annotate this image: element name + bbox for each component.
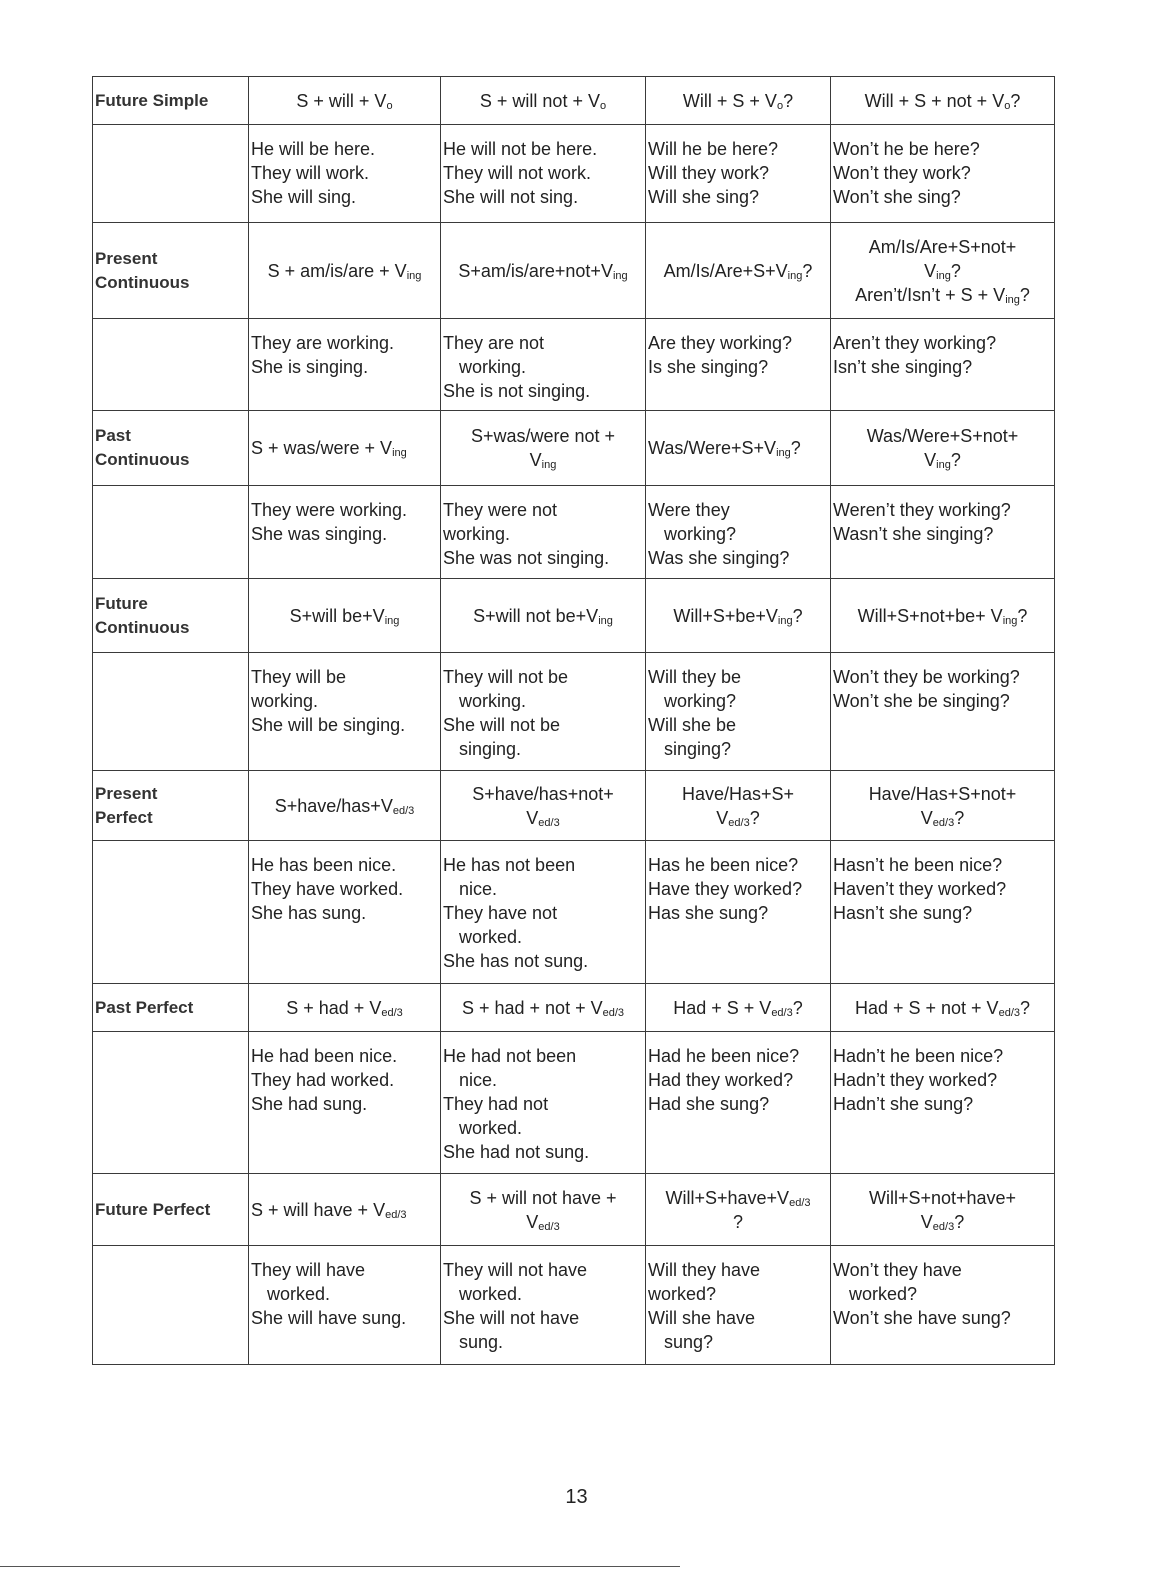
formula-text: Am/Is/Are+S+not+ <box>868 236 1017 257</box>
formula-subscript: ing <box>936 459 951 471</box>
example-sentence: They have worked. <box>251 879 404 899</box>
example-sentence: She was not singing. <box>443 548 610 568</box>
formula-cell <box>831 411 1055 486</box>
example-cell <box>831 841 1055 984</box>
formula-text: ? <box>954 807 965 828</box>
example-sentence: Won’t they have <box>833 1260 962 1280</box>
formula-line <box>833 448 1052 472</box>
tense-example-row <box>93 319 1055 411</box>
example-sentence: nice. <box>459 1070 498 1090</box>
formula-text: S + am/is/are + V <box>267 260 407 281</box>
example-sentence: He will be here. <box>251 139 376 159</box>
example-sentence: Haven’t they worked? <box>833 879 1007 899</box>
empty-name-cell <box>93 1246 249 1365</box>
tense-name <box>93 223 249 319</box>
formula-cell <box>249 984 441 1032</box>
formula-text: S + will not have + <box>469 1187 617 1208</box>
formula-text: S + was/were + V <box>251 438 393 458</box>
formula-subscript: o <box>776 99 784 112</box>
example-cell <box>249 841 441 984</box>
tense-name-line: Future Simple <box>95 90 209 110</box>
formula-line <box>833 782 1052 806</box>
tense-name-line: Past Perfect <box>95 997 194 1017</box>
formula-cell <box>831 1174 1055 1246</box>
formula-text: S+have/has+not+ <box>472 783 614 804</box>
formula-subscript: ing <box>541 459 557 471</box>
formula-subscript: ed/3 <box>932 1220 955 1233</box>
example-cell <box>831 486 1055 579</box>
formula-text: V <box>924 260 937 281</box>
empty-name-cell <box>93 841 249 984</box>
formula-line <box>833 424 1052 448</box>
tense-formula-row <box>93 411 1055 486</box>
tense-name <box>93 77 249 125</box>
example-sentence: Will she have <box>648 1308 756 1328</box>
example-cell <box>831 1032 1055 1174</box>
tense-name-line: Present <box>95 248 158 268</box>
example-sentence: He had not been <box>443 1046 577 1066</box>
example-sentence: nice. <box>459 879 498 899</box>
tense-formula-row <box>93 771 1055 841</box>
formula-text: Will+S+be+V <box>673 605 778 626</box>
example-sentence: She had not sung. <box>443 1142 590 1162</box>
formula-subscript: ing <box>598 614 613 627</box>
formula-text: S + had + V <box>286 997 382 1018</box>
example-sentence: Had she sung? <box>648 1094 770 1114</box>
example-sentence: They had not <box>443 1094 549 1114</box>
example-sentence: Hadn’t she sung? <box>833 1094 974 1114</box>
formula-subscript: ed/3 <box>728 816 750 829</box>
formula-text: ? <box>1010 90 1021 111</box>
example-sentence: She will be singing. <box>251 715 406 735</box>
formula-text: S + will have + V <box>251 1199 386 1220</box>
bottom-rule <box>0 1566 680 1567</box>
formula-subscript: ed/3 <box>602 1006 625 1019</box>
example-sentence: They were not <box>443 500 558 520</box>
example-sentence: worked. <box>459 1284 523 1304</box>
formula-cell <box>441 579 646 653</box>
formula-cell <box>249 1174 441 1246</box>
example-cell <box>646 1032 831 1174</box>
example-sentence: She was singing. <box>251 524 388 544</box>
tense-name-line: Past <box>95 426 131 445</box>
formula-cell <box>646 223 831 319</box>
example-cell <box>646 653 831 771</box>
example-sentence: Had he been nice? <box>648 1046 800 1066</box>
formula-cell <box>441 77 646 125</box>
formula-line <box>443 1186 643 1210</box>
formula-subscript: ing <box>612 269 628 282</box>
example-cell <box>646 486 831 579</box>
tense-name <box>93 1174 249 1246</box>
formula-text: ? <box>950 450 961 470</box>
empty-name-cell <box>93 319 249 411</box>
formula-cell <box>646 1174 831 1246</box>
example-sentence: She has sung. <box>251 903 367 923</box>
formula-text: Aren’t/Isn’t + S + V <box>855 284 1006 305</box>
formula-line <box>443 1210 643 1234</box>
example-cell <box>646 1246 831 1365</box>
formula-cell <box>646 984 831 1032</box>
formula-subscript: ed/3 <box>381 1006 403 1019</box>
formula-line <box>833 806 1052 830</box>
example-cell <box>831 319 1055 411</box>
formula-subscript: ed/3 <box>392 804 415 817</box>
tense-formula-row <box>93 223 1055 319</box>
formula-text: ? <box>792 605 803 626</box>
formula-line <box>648 806 828 830</box>
example-sentence: They had worked. <box>251 1070 395 1090</box>
example-sentence: Has she sung? <box>648 903 769 923</box>
example-cell <box>646 125 831 223</box>
example-sentence: worked. <box>459 927 523 947</box>
formula-line <box>833 235 1052 259</box>
formula-cell <box>441 984 646 1032</box>
example-sentence: They will work. <box>251 163 370 183</box>
empty-name-cell <box>93 1032 249 1174</box>
example-sentence: They will not have <box>443 1260 588 1280</box>
tense-name-line: Perfect <box>95 807 153 827</box>
formula-text: Will + S + not + V <box>864 90 1005 111</box>
formula-cell <box>441 223 646 319</box>
example-sentence: Will she sing? <box>648 187 760 207</box>
example-sentence: working? <box>664 691 737 711</box>
example-sentence: worked? <box>849 1284 918 1304</box>
formula-cell <box>249 579 441 653</box>
example-sentence: Hasn’t she sung? <box>833 903 973 923</box>
example-sentence: They have not <box>443 903 558 923</box>
tense-example-row <box>93 125 1055 223</box>
example-sentence: Will he be here? <box>648 139 779 159</box>
example-sentence: She will not have <box>443 1308 580 1328</box>
example-sentence: Aren’t they working? <box>833 333 997 353</box>
example-sentence: Hadn’t he been nice? <box>833 1046 1004 1066</box>
example-sentence: working. <box>443 524 511 544</box>
formula-cell <box>831 579 1055 653</box>
example-cell <box>441 125 646 223</box>
formula-subscript: ed/3 <box>789 1196 811 1209</box>
example-sentence: They are working. <box>251 333 395 353</box>
formula-text: S + will not + V <box>479 90 600 111</box>
formula-subscript: ed/3 <box>998 1006 1020 1019</box>
example-cell <box>249 125 441 223</box>
example-sentence: She is singing. <box>251 357 369 377</box>
formula-subscript: ed/3 <box>385 1208 407 1221</box>
example-sentence: Hadn’t they worked? <box>833 1070 998 1090</box>
formula-subscript: o <box>386 99 393 112</box>
formula-text: ? <box>790 438 801 458</box>
formula-cell <box>646 771 831 841</box>
tense-example-row <box>93 1032 1055 1174</box>
formula-text: Will+S+not+be+ V <box>857 605 1003 626</box>
formula-cell <box>249 223 441 319</box>
formula-cell <box>646 77 831 125</box>
formula-text: ? <box>1019 284 1030 305</box>
example-sentence: They will be <box>251 667 347 687</box>
example-sentence: Isn’t she singing? <box>833 357 973 377</box>
formula-text: V <box>716 807 729 828</box>
tense-name-line: Continuous <box>95 272 190 292</box>
formula-line <box>443 424 643 448</box>
example-sentence: They were working. <box>251 500 408 520</box>
example-sentence: Won’t he be here? <box>833 139 980 159</box>
formula-line <box>648 1186 828 1210</box>
example-cell <box>441 653 646 771</box>
example-sentence: Hasn’t he been nice? <box>833 855 1003 875</box>
formula-line <box>648 782 828 806</box>
example-sentence: Is she singing? <box>648 357 769 377</box>
example-sentence: Were they <box>648 500 730 520</box>
tense-name <box>93 771 249 841</box>
example-sentence: worked? <box>648 1284 717 1304</box>
formula-text: Will+S+not+have+ <box>868 1187 1017 1208</box>
example-sentence: working? <box>664 524 737 544</box>
tense-formula-row <box>93 984 1055 1032</box>
example-cell <box>249 1032 441 1174</box>
formula-subscript: ing <box>936 269 951 282</box>
example-sentence: Will they have <box>648 1260 761 1280</box>
tense-name <box>93 984 249 1032</box>
empty-name-cell <box>93 125 249 223</box>
formula-cell <box>831 223 1055 319</box>
formula-text: ? <box>792 997 803 1018</box>
example-sentence: They will not be <box>443 667 569 687</box>
example-cell <box>249 653 441 771</box>
formula-text: Had + S + not + V <box>854 997 999 1018</box>
example-sentence: Was she singing? <box>648 548 790 568</box>
formula-cell <box>441 771 646 841</box>
formula-text: Was/Were+S+not+ <box>866 426 1019 446</box>
formula-text: ? <box>954 1211 965 1232</box>
formula-cell <box>249 771 441 841</box>
formula-text: Was/Were+S+V <box>648 438 777 458</box>
formula-text: Will + S + V <box>682 90 777 111</box>
tenses-table <box>92 76 1055 1365</box>
formula-subscript: ing <box>787 269 803 282</box>
formula-text: Have/Has+S+ <box>681 783 795 804</box>
formula-line <box>648 1210 828 1234</box>
example-sentence: working. <box>459 691 527 711</box>
tense-name-line: Future Perfect <box>95 1199 211 1219</box>
page-number: 13 <box>565 1486 588 1508</box>
example-sentence: working. <box>251 691 319 711</box>
example-sentence: Has he been nice? <box>648 855 799 875</box>
example-sentence: Had they worked? <box>648 1070 794 1090</box>
formula-cell <box>831 77 1055 125</box>
example-sentence: Have they worked? <box>648 879 803 899</box>
example-sentence: She will not sing. <box>443 187 579 207</box>
example-sentence: Will she be <box>648 715 737 735</box>
example-sentence: Won’t she be singing? <box>833 691 1010 711</box>
example-sentence: working. <box>459 357 527 377</box>
tense-formula-row <box>93 1174 1055 1246</box>
formula-subscript: o <box>599 99 607 112</box>
example-cell <box>831 1246 1055 1365</box>
example-cell <box>646 319 831 411</box>
tense-name-line: Present <box>95 783 158 803</box>
formula-cell <box>441 1174 646 1246</box>
empty-name-cell <box>93 486 249 579</box>
formula-subscript: ing <box>406 269 422 282</box>
formula-text: ? <box>1017 605 1028 626</box>
example-cell <box>831 125 1055 223</box>
formula-subscript: ing <box>776 447 791 459</box>
formula-line <box>833 1210 1052 1234</box>
formula-text: ? <box>1020 997 1031 1018</box>
formula-text: Have/Has+S+not+ <box>868 783 1017 804</box>
example-cell <box>441 319 646 411</box>
formula-text: ? <box>802 260 813 281</box>
example-sentence: She will sing. <box>251 187 357 207</box>
tense-name-line: Continuous <box>95 450 190 469</box>
formula-line <box>443 806 643 830</box>
formula-text: S + had + not + V <box>461 997 603 1018</box>
formula-cell <box>441 411 646 486</box>
example-sentence: Weren’t they working? <box>833 500 1011 520</box>
formula-text: S+will be+V <box>289 605 385 626</box>
formula-text: V <box>526 1211 539 1232</box>
formula-cell <box>646 579 831 653</box>
formula-text: S+was/were not + <box>470 426 616 446</box>
example-cell <box>249 1246 441 1365</box>
formula-subscript: ing <box>777 614 793 627</box>
formula-subscript: ing <box>1005 293 1020 306</box>
formula-text: S+will not be+V <box>473 605 599 626</box>
formula-subscript: ing <box>1002 614 1018 627</box>
formula-subscript: ing <box>384 614 400 627</box>
example-cell <box>441 1032 646 1174</box>
example-sentence: Are they working? <box>648 333 793 353</box>
example-sentence: Won’t she sing? <box>833 187 961 207</box>
formula-text: ? <box>783 90 794 111</box>
formula-subscript: ed/3 <box>932 816 955 829</box>
tense-example-row <box>93 1246 1055 1365</box>
formula-text: S+am/is/are+not+V <box>458 260 613 281</box>
example-cell <box>441 1246 646 1365</box>
tense-example-row <box>93 486 1055 579</box>
formula-text: V <box>529 450 542 470</box>
example-sentence: He has not been <box>443 855 576 875</box>
example-sentence: She has not sung. <box>443 951 589 971</box>
tense-example-row <box>93 841 1055 984</box>
example-sentence: singing? <box>664 739 732 759</box>
formula-subscript: ed/3 <box>538 1220 560 1233</box>
formula-cell <box>249 411 441 486</box>
formula-line <box>833 1186 1052 1210</box>
example-sentence: She will have sung. <box>251 1308 407 1328</box>
formula-subscript: ed/3 <box>771 1006 793 1019</box>
formula-cell <box>831 984 1055 1032</box>
tense-name <box>93 411 249 486</box>
example-sentence: sung? <box>664 1332 714 1352</box>
formula-subscript: ed/3 <box>538 816 560 829</box>
tense-formula-row <box>93 77 1055 125</box>
example-cell <box>441 841 646 984</box>
formula-text: V <box>526 807 539 828</box>
example-sentence: Won’t she have sung? <box>833 1308 1011 1328</box>
tense-example-row <box>93 653 1055 771</box>
formula-subscript: o <box>1004 99 1011 112</box>
tense-name-line: Future <box>95 593 148 613</box>
example-sentence: They are not <box>443 333 545 353</box>
formula-text: S+have/has+V <box>274 795 393 816</box>
formula-text: ? <box>732 1211 743 1232</box>
example-sentence: She will not be <box>443 715 561 735</box>
example-sentence: They will have <box>251 1260 366 1280</box>
formula-line <box>833 283 1052 307</box>
formula-text: ? <box>950 260 961 281</box>
tense-formula-row <box>93 579 1055 653</box>
formula-cell <box>831 771 1055 841</box>
formula-cell <box>249 77 441 125</box>
formula-text: V <box>924 450 937 470</box>
example-sentence: Wasn’t she singing? <box>833 524 994 544</box>
formula-cell <box>646 411 831 486</box>
formula-subscript: ing <box>392 447 407 459</box>
example-sentence: Will they be <box>648 667 742 687</box>
formula-line <box>443 448 643 472</box>
example-sentence: She had sung. <box>251 1094 368 1114</box>
formula-text: S + will + V <box>296 90 387 111</box>
example-cell <box>249 486 441 579</box>
example-sentence: She is not singing. <box>443 381 591 401</box>
example-sentence: worked. <box>459 1118 523 1138</box>
tense-name <box>93 579 249 653</box>
tense-name-line: Continuous <box>95 617 190 637</box>
example-cell <box>646 841 831 984</box>
example-sentence: singing. <box>459 739 522 759</box>
formula-text: Had + S + V <box>673 997 772 1018</box>
example-sentence: sung. <box>459 1332 504 1352</box>
example-sentence: They will not work. <box>443 163 592 183</box>
formula-text: Will+S+have+V <box>665 1187 790 1208</box>
formula-text: V <box>920 807 933 828</box>
example-sentence: Will they work? <box>648 163 770 183</box>
formula-text: V <box>920 1211 933 1232</box>
formula-line <box>833 259 1052 283</box>
example-sentence: He has been nice. <box>251 855 397 875</box>
formula-line <box>443 782 643 806</box>
example-sentence: Won’t they work? <box>833 163 971 183</box>
example-sentence: Won’t they be working? <box>833 667 1020 687</box>
example-sentence: He had been nice. <box>251 1046 398 1066</box>
formula-text: Am/Is/Are+S+V <box>663 260 788 281</box>
example-cell <box>441 486 646 579</box>
example-sentence: worked. <box>267 1284 331 1304</box>
formula-text: ? <box>749 807 760 828</box>
example-sentence: He will not be here. <box>443 139 598 159</box>
example-cell <box>831 653 1055 771</box>
empty-name-cell <box>93 653 249 771</box>
example-cell <box>249 319 441 411</box>
